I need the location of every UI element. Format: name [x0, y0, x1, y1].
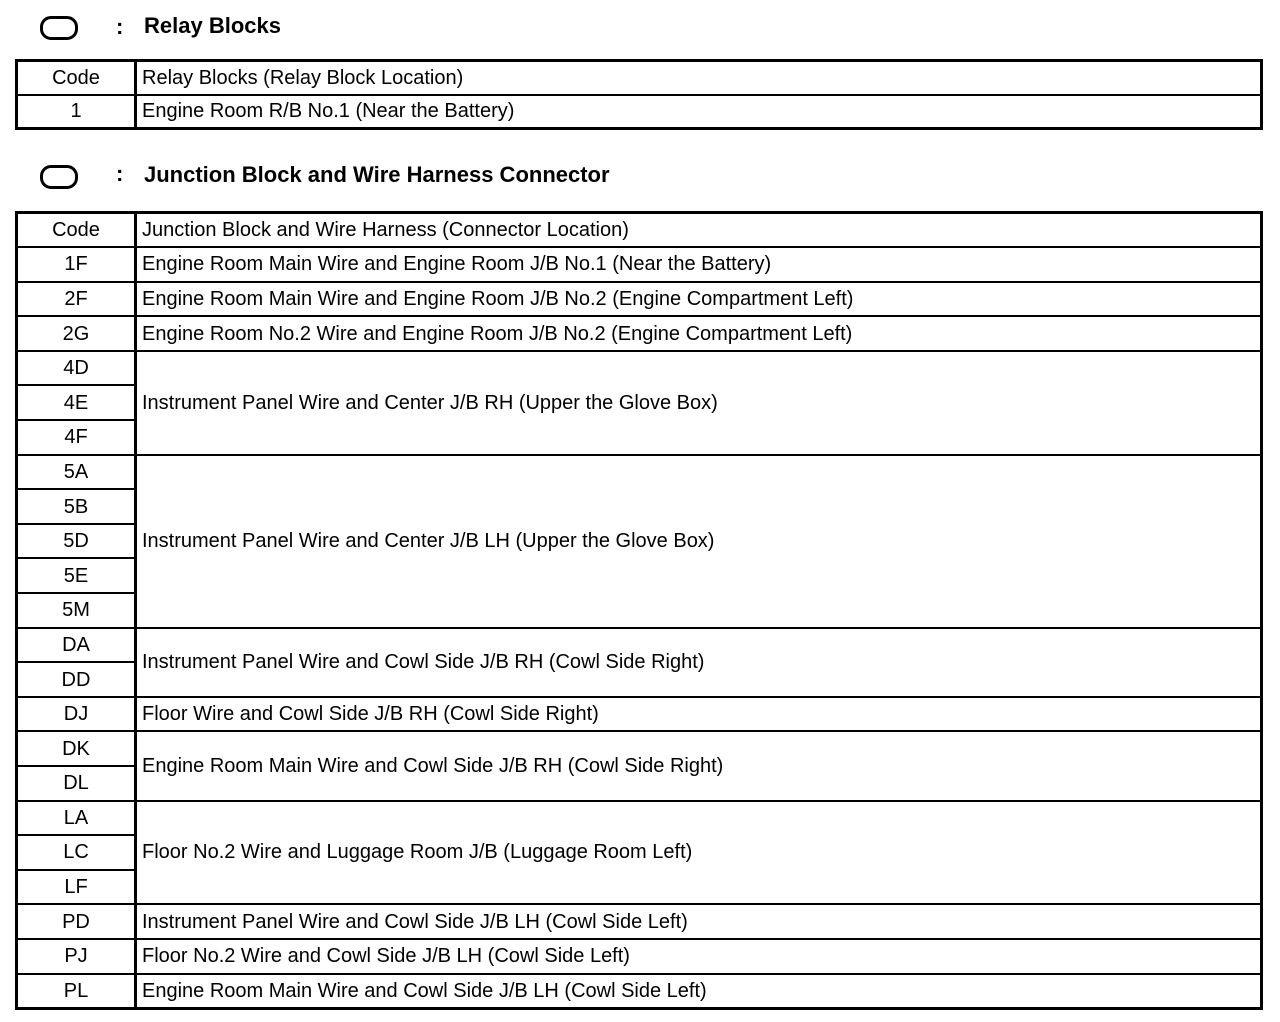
location-cell: Instrument Panel Wire and Center J/B LH (Upper the Glove Box) [136, 455, 1262, 628]
code-cell: 2G [17, 316, 136, 351]
code-column-header: Code [17, 213, 136, 248]
code-cell: 2F [17, 282, 136, 317]
table-row [17, 939, 1262, 974]
location-cell: Engine Room Main Wire and Engine Room J/B No.2 (Engine Compartment Left) [136, 282, 1262, 317]
code-cell: DA [17, 628, 136, 663]
table-row [17, 974, 1262, 1009]
code-cell: DD [17, 662, 136, 697]
section-title: Junction Block and Wire Harness Connector [144, 162, 610, 187]
relay-block-symbol-icon [40, 16, 78, 40]
code-cell: 4F [17, 420, 136, 455]
table-row [17, 351, 1262, 386]
code-cell: 5D [17, 524, 136, 559]
location-cell: Engine Room Main Wire and Engine Room J/B No.1 (Near the Battery) [136, 247, 1262, 282]
location-cell: Engine Room Main Wire and Cowl Side J/B LH (Cowl Side Left) [136, 974, 1262, 1009]
location-column-header: Relay Blocks (Relay Block Location) [136, 61, 1262, 95]
code-column-header: Code [17, 61, 136, 95]
code-cell: 5A [17, 455, 136, 490]
code-cell: DL [17, 766, 136, 801]
section-title: Relay Blocks [144, 13, 281, 38]
table-row [17, 904, 1262, 939]
code-cell: 4D [17, 351, 136, 386]
table-row [17, 316, 1262, 351]
code-cell: 4E [17, 385, 136, 420]
table-header-row [17, 213, 1262, 248]
relay-blocks-table [15, 59, 1263, 130]
heading-colon: : [116, 161, 124, 186]
table-row [17, 628, 1262, 663]
table-row [17, 455, 1262, 490]
location-cell: Engine Room Main Wire and Cowl Side J/B RH (Cowl Side Right) [136, 731, 1262, 800]
code-cell: LA [17, 801, 136, 836]
table-row [17, 801, 1262, 836]
code-cell: 1F [17, 247, 136, 282]
table-header-row [17, 61, 1262, 95]
code-cell: 5E [17, 558, 136, 593]
table-row [17, 282, 1262, 317]
location-cell: Engine Room R/B No.1 (Near the Battery) [136, 95, 1262, 129]
code-cell: PL [17, 974, 136, 1009]
code-cell: PJ [17, 939, 136, 974]
code-cell: LF [17, 870, 136, 905]
location-cell: Instrument Panel Wire and Center J/B RH (Upper the Glove Box) [136, 351, 1262, 455]
table-row [17, 731, 1262, 766]
code-cell: 1 [17, 95, 136, 129]
code-cell: 5B [17, 489, 136, 524]
table-row [17, 247, 1262, 282]
location-cell: Floor No.2 Wire and Cowl Side J/B LH (Cowl Side Left) [136, 939, 1262, 974]
junction-block-symbol-icon [40, 165, 78, 189]
junction-block-table [15, 211, 1263, 1010]
location-cell: Engine Room No.2 Wire and Engine Room J/B No.2 (Engine Compartment Left) [136, 316, 1262, 351]
code-cell: LC [17, 835, 136, 870]
code-cell: 5M [17, 593, 136, 628]
junction-block-heading [0, 157, 1280, 197]
code-cell: DK [17, 731, 136, 766]
table-row [17, 697, 1262, 732]
code-cell: DJ [17, 697, 136, 732]
location-cell: Instrument Panel Wire and Cowl Side J/B RH (Cowl Side Right) [136, 628, 1262, 697]
location-cell: Floor Wire and Cowl Side J/B RH (Cowl Side Right) [136, 697, 1262, 732]
location-cell: Instrument Panel Wire and Cowl Side J/B LH (Cowl Side Left) [136, 904, 1262, 939]
relay-blocks-heading [0, 10, 1280, 50]
heading-colon: : [116, 14, 124, 39]
location-cell: Floor No.2 Wire and Luggage Room J/B (Luggage Room Left) [136, 801, 1262, 905]
code-cell: PD [17, 904, 136, 939]
location-column-header: Junction Block and Wire Harness (Connector Location) [136, 213, 1262, 248]
table-row [17, 95, 1262, 129]
